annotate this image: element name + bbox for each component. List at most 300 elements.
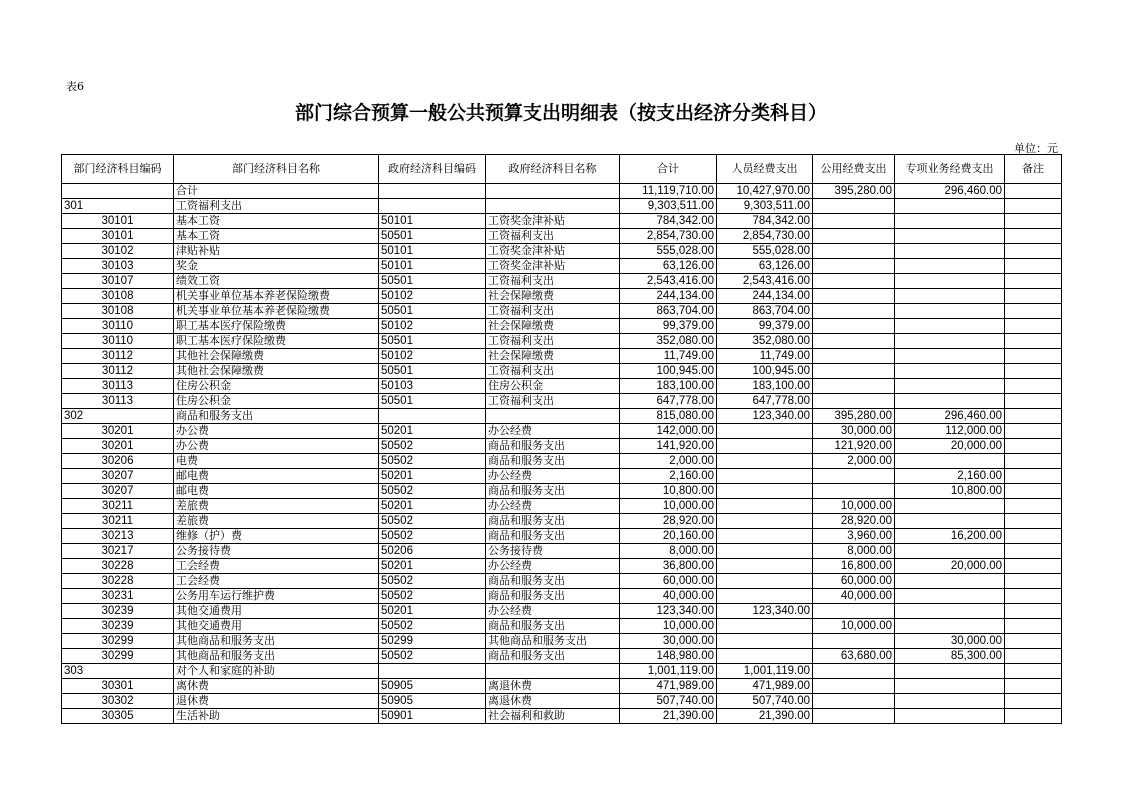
table-cell: 16,800.00 xyxy=(813,559,895,574)
table-cell xyxy=(895,229,1005,244)
table-cell xyxy=(895,574,1005,589)
table-cell: 商品和服务支出 xyxy=(486,439,620,454)
table-cell: 30239 xyxy=(62,604,174,619)
table-cell: 50102 xyxy=(379,289,486,304)
table-row xyxy=(62,469,1062,484)
table-cell: 办公费 xyxy=(174,424,379,439)
table-cell: 50101 xyxy=(379,214,486,229)
table-cell: 30301 xyxy=(62,679,174,694)
budget-table xyxy=(61,154,1062,724)
table-cell: 商品和服务支出 xyxy=(486,484,620,499)
table-cell xyxy=(813,484,895,499)
column-header: 政府经济科目名称 xyxy=(486,155,620,184)
table-cell: 50501 xyxy=(379,364,486,379)
table-cell: 28,920.00 xyxy=(620,514,717,529)
table-cell: 302 xyxy=(62,409,174,424)
table-cell: 公务接待费 xyxy=(486,544,620,559)
table-cell xyxy=(813,634,895,649)
table-cell: 507,740.00 xyxy=(620,694,717,709)
table-cell: 工资福利支出 xyxy=(486,334,620,349)
table-cell: 30110 xyxy=(62,319,174,334)
table-cell xyxy=(486,409,620,424)
table-cell: 183,100.00 xyxy=(620,379,717,394)
table-cell: 141,920.00 xyxy=(620,439,717,454)
table-cell: 50101 xyxy=(379,259,486,274)
table-cell: 50201 xyxy=(379,559,486,574)
table-cell xyxy=(1005,544,1062,559)
table-cell: 60,000.00 xyxy=(813,574,895,589)
table-row xyxy=(62,529,1062,544)
table-cell xyxy=(813,679,895,694)
table-cell: 工资奖金津补贴 xyxy=(486,244,620,259)
table-cell: 50102 xyxy=(379,319,486,334)
table-cell xyxy=(717,649,813,664)
table-cell xyxy=(895,514,1005,529)
table-cell xyxy=(1005,469,1062,484)
table-row xyxy=(62,349,1062,364)
table-cell xyxy=(895,274,1005,289)
table-cell: 基本工资 xyxy=(174,214,379,229)
table-cell: 30,000.00 xyxy=(620,634,717,649)
table-cell xyxy=(717,634,813,649)
table-cell: 63,680.00 xyxy=(813,649,895,664)
table-cell xyxy=(62,184,174,199)
table-cell: 142,000.00 xyxy=(620,424,717,439)
table-cell: 奖金 xyxy=(174,259,379,274)
table-cell: 148,980.00 xyxy=(620,649,717,664)
table-cell: 352,080.00 xyxy=(717,334,813,349)
table-cell xyxy=(813,214,895,229)
column-header: 备注 xyxy=(1005,155,1062,184)
table-cell: 商品和服务支出 xyxy=(174,409,379,424)
table-cell xyxy=(1005,604,1062,619)
table-cell xyxy=(813,274,895,289)
table-cell: 784,342.00 xyxy=(620,214,717,229)
table-row xyxy=(62,649,1062,664)
table-row xyxy=(62,619,1062,634)
table-cell: 244,134.00 xyxy=(717,289,813,304)
table-cell: 123,340.00 xyxy=(620,604,717,619)
table-cell: 办公经费 xyxy=(486,559,620,574)
page-title: 部门综合预算一般公共预算支出明细表（按支出经济分类科目） xyxy=(294,102,827,124)
table-cell: 3,960.00 xyxy=(813,529,895,544)
table-cell xyxy=(1005,319,1062,334)
table-cell: 123,340.00 xyxy=(717,604,813,619)
table-cell: 2,854,730.00 xyxy=(717,229,813,244)
table-cell: 1,001,119.00 xyxy=(620,664,717,679)
table-cell: 50501 xyxy=(379,334,486,349)
table-cell: 其他社会保障缴费 xyxy=(174,364,379,379)
table-cell: 工会经费 xyxy=(174,574,379,589)
table-cell: 基本工资 xyxy=(174,229,379,244)
table-cell xyxy=(895,304,1005,319)
table-cell: 183,100.00 xyxy=(717,379,813,394)
table-cell: 30102 xyxy=(62,244,174,259)
table-cell xyxy=(1005,634,1062,649)
table-cell: 11,749.00 xyxy=(717,349,813,364)
table-cell: 机关事业单位基本养老保险缴费 xyxy=(174,304,379,319)
table-cell: 63,126.00 xyxy=(717,259,813,274)
table-cell: 办公费 xyxy=(174,439,379,454)
table-cell xyxy=(717,424,813,439)
table-cell: 机关事业单位基本养老保险缴费 xyxy=(174,289,379,304)
table-cell: 50502 xyxy=(379,649,486,664)
table-cell: 555,028.00 xyxy=(717,244,813,259)
table-cell xyxy=(1005,499,1062,514)
table-row xyxy=(62,439,1062,454)
table-cell: 112,000.00 xyxy=(895,424,1005,439)
table-cell: 10,800.00 xyxy=(620,484,717,499)
table-cell xyxy=(1005,289,1062,304)
table-row xyxy=(62,634,1062,649)
table-row xyxy=(62,184,1062,199)
column-header: 公用经费支出 xyxy=(813,155,895,184)
table-row xyxy=(62,664,1062,679)
table-cell xyxy=(813,604,895,619)
table-cell xyxy=(895,379,1005,394)
table-cell xyxy=(379,409,486,424)
table-cell: 30101 xyxy=(62,214,174,229)
table-cell: 10,800.00 xyxy=(895,484,1005,499)
table-cell: 办公经费 xyxy=(486,499,620,514)
table-cell: 绩效工资 xyxy=(174,274,379,289)
table-cell: 工资福利支出 xyxy=(486,274,620,289)
table-cell: 50102 xyxy=(379,349,486,364)
table-cell: 471,989.00 xyxy=(620,679,717,694)
table-row xyxy=(62,229,1062,244)
table-cell xyxy=(895,259,1005,274)
table-cell: 商品和服务支出 xyxy=(486,454,620,469)
table-cell: 30113 xyxy=(62,394,174,409)
table-cell: 30107 xyxy=(62,274,174,289)
table-cell: 30103 xyxy=(62,259,174,274)
table-cell: 303 xyxy=(62,664,174,679)
table-cell: 50502 xyxy=(379,514,486,529)
table-cell: 离退休费 xyxy=(486,679,620,694)
table-cell: 647,778.00 xyxy=(717,394,813,409)
table-cell: 生活补助 xyxy=(174,709,379,724)
table-cell xyxy=(1005,379,1062,394)
table-cell: 办公经费 xyxy=(486,604,620,619)
table-cell: 555,028.00 xyxy=(620,244,717,259)
table-cell xyxy=(813,259,895,274)
table-row xyxy=(62,559,1062,574)
table-cell: 784,342.00 xyxy=(717,214,813,229)
table-cell xyxy=(1005,454,1062,469)
table-cell: 商品和服务支出 xyxy=(486,619,620,634)
table-cell: 50103 xyxy=(379,379,486,394)
table-cell: 2,160.00 xyxy=(620,469,717,484)
table-row xyxy=(62,544,1062,559)
table-cell: 85,300.00 xyxy=(895,649,1005,664)
table-cell xyxy=(717,484,813,499)
table-cell xyxy=(895,604,1005,619)
table-cell: 30299 xyxy=(62,649,174,664)
table-cell xyxy=(1005,424,1062,439)
table-cell xyxy=(813,394,895,409)
table-cell: 10,000.00 xyxy=(813,619,895,634)
table-cell: 社会福利和救助 xyxy=(486,709,620,724)
table-cell: 社会保障缴费 xyxy=(486,349,620,364)
table-cell xyxy=(1005,649,1062,664)
table-cell: 30113 xyxy=(62,379,174,394)
table-cell: 住房公积金 xyxy=(174,394,379,409)
table-cell xyxy=(1005,259,1062,274)
table-cell xyxy=(1005,304,1062,319)
table-cell: 商品和服务支出 xyxy=(486,574,620,589)
table-cell xyxy=(895,199,1005,214)
table-cell: 40,000.00 xyxy=(813,589,895,604)
table-cell: 住房公积金 xyxy=(486,379,620,394)
table-cell: 差旅费 xyxy=(174,514,379,529)
table-cell xyxy=(895,334,1005,349)
table-cell: 30239 xyxy=(62,619,174,634)
table-cell: 电费 xyxy=(174,454,379,469)
table-cell: 9,303,511.00 xyxy=(717,199,813,214)
table-cell: 63,126.00 xyxy=(620,259,717,274)
table-cell: 30101 xyxy=(62,229,174,244)
table-cell xyxy=(1005,244,1062,259)
table-cell: 商品和服务支出 xyxy=(486,529,620,544)
table-cell: 社会保障缴费 xyxy=(486,319,620,334)
table-row xyxy=(62,319,1062,334)
table-cell: 50905 xyxy=(379,679,486,694)
table-cell: 20,160.00 xyxy=(620,529,717,544)
table-cell: 公务接待费 xyxy=(174,544,379,559)
table-cell: 50501 xyxy=(379,229,486,244)
table-cell xyxy=(813,709,895,724)
table-row xyxy=(62,484,1062,499)
table-cell xyxy=(813,349,895,364)
table-cell xyxy=(895,289,1005,304)
table-cell xyxy=(717,589,813,604)
table-cell: 50901 xyxy=(379,709,486,724)
table-cell: 30211 xyxy=(62,514,174,529)
table-cell: 2,000.00 xyxy=(813,454,895,469)
table-cell: 公务用车运行维护费 xyxy=(174,589,379,604)
table-cell: 1,001,119.00 xyxy=(717,664,813,679)
table-cell: 30213 xyxy=(62,529,174,544)
table-cell: 30201 xyxy=(62,424,174,439)
table-cell: 647,778.00 xyxy=(620,394,717,409)
table-cell xyxy=(895,619,1005,634)
table-cell: 100,945.00 xyxy=(717,364,813,379)
table-row xyxy=(62,679,1062,694)
table-cell: 社会保障缴费 xyxy=(486,289,620,304)
table-cell: 30112 xyxy=(62,364,174,379)
column-header: 部门经济科目编码 xyxy=(62,155,174,184)
table-cell xyxy=(895,454,1005,469)
table-cell: 其他商品和服务支出 xyxy=(486,634,620,649)
table-cell xyxy=(1005,694,1062,709)
table-cell: 30201 xyxy=(62,439,174,454)
table-cell xyxy=(1005,409,1062,424)
table-cell: 50502 xyxy=(379,484,486,499)
table-cell: 9,303,511.00 xyxy=(620,199,717,214)
table-cell: 商品和服务支出 xyxy=(486,514,620,529)
table-cell: 21,390.00 xyxy=(717,709,813,724)
table-cell: 50502 xyxy=(379,619,486,634)
table-cell: 2,000.00 xyxy=(620,454,717,469)
table-cell xyxy=(717,574,813,589)
table-cell: 11,749.00 xyxy=(620,349,717,364)
table-cell: 工资奖金津补贴 xyxy=(486,259,620,274)
table-body xyxy=(62,184,1062,724)
table-cell xyxy=(379,664,486,679)
table-cell: 商品和服务支出 xyxy=(486,589,620,604)
table-cell: 50502 xyxy=(379,574,486,589)
table-cell xyxy=(1005,679,1062,694)
table-cell: 2,543,416.00 xyxy=(620,274,717,289)
table-cell: 30228 xyxy=(62,574,174,589)
table-row xyxy=(62,709,1062,724)
table-cell: 28,920.00 xyxy=(813,514,895,529)
table-cell xyxy=(895,679,1005,694)
table-cell: 50201 xyxy=(379,499,486,514)
table-cell xyxy=(1005,439,1062,454)
table-cell: 30110 xyxy=(62,334,174,349)
table-cell xyxy=(717,499,813,514)
table-cell xyxy=(1005,574,1062,589)
table-cell: 30108 xyxy=(62,304,174,319)
table-cell: 244,134.00 xyxy=(620,289,717,304)
table-cell: 121,920.00 xyxy=(813,439,895,454)
unit-label: 单位：元 xyxy=(1014,142,1058,155)
table-cell: 其他商品和服务支出 xyxy=(174,649,379,664)
table-cell: 50201 xyxy=(379,604,486,619)
table-cell: 离退休费 xyxy=(486,694,620,709)
table-row xyxy=(62,454,1062,469)
table-cell: 16,200.00 xyxy=(895,529,1005,544)
table-row xyxy=(62,424,1062,439)
table-cell: 100,945.00 xyxy=(620,364,717,379)
table-cell: 36,800.00 xyxy=(620,559,717,574)
table-cell: 30228 xyxy=(62,559,174,574)
table-cell: 20,000.00 xyxy=(895,439,1005,454)
column-header: 政府经济科目编码 xyxy=(379,155,486,184)
table-cell: 退休费 xyxy=(174,694,379,709)
table-cell: 其他交通费用 xyxy=(174,619,379,634)
table-cell: 10,000.00 xyxy=(620,619,717,634)
table-cell: 50502 xyxy=(379,454,486,469)
table-row xyxy=(62,604,1062,619)
table-cell: 99,379.00 xyxy=(620,319,717,334)
table-row xyxy=(62,289,1062,304)
table-cell xyxy=(1005,334,1062,349)
table-cell xyxy=(717,559,813,574)
table-cell xyxy=(813,304,895,319)
table-row xyxy=(62,334,1062,349)
table-cell: 30302 xyxy=(62,694,174,709)
table-cell xyxy=(895,214,1005,229)
table-cell xyxy=(813,244,895,259)
table-cell xyxy=(1005,349,1062,364)
table-cell xyxy=(1005,484,1062,499)
table-cell xyxy=(1005,274,1062,289)
table-cell: 99,379.00 xyxy=(717,319,813,334)
table-cell: 工会经费 xyxy=(174,559,379,574)
table-cell: 2,543,416.00 xyxy=(717,274,813,289)
table-cell xyxy=(717,619,813,634)
table-cell: 离休费 xyxy=(174,679,379,694)
table-cell xyxy=(717,544,813,559)
table-row xyxy=(62,259,1062,274)
table-cell xyxy=(1005,364,1062,379)
table-cell xyxy=(486,664,620,679)
column-header: 专项业务经费支出 xyxy=(895,155,1005,184)
table-cell xyxy=(1005,199,1062,214)
table-cell xyxy=(1005,709,1062,724)
table-cell: 30108 xyxy=(62,289,174,304)
table-cell xyxy=(895,349,1005,364)
table-cell: 其他社会保障缴费 xyxy=(174,349,379,364)
table-cell: 50502 xyxy=(379,589,486,604)
table-cell: 30305 xyxy=(62,709,174,724)
table-cell: 津贴补贴 xyxy=(174,244,379,259)
table-cell: 8,000.00 xyxy=(813,544,895,559)
table-cell: 863,704.00 xyxy=(717,304,813,319)
table-cell: 123,340.00 xyxy=(717,409,813,424)
table-cell xyxy=(895,694,1005,709)
table-cell: 11,119,710.00 xyxy=(620,184,717,199)
table-cell: 办公经费 xyxy=(486,469,620,484)
table-cell: 8,000.00 xyxy=(620,544,717,559)
table-cell xyxy=(1005,394,1062,409)
table-cell: 工资福利支出 xyxy=(486,304,620,319)
column-header: 合计 xyxy=(620,155,717,184)
table-cell: 30231 xyxy=(62,589,174,604)
table-cell xyxy=(813,199,895,214)
table-cell xyxy=(813,664,895,679)
table-cell: 工资福利支出 xyxy=(486,364,620,379)
table-cell: 邮电费 xyxy=(174,484,379,499)
table-cell: 60,000.00 xyxy=(620,574,717,589)
table-cell: 工资福利支出 xyxy=(486,394,620,409)
table-cell: 商品和服务支出 xyxy=(486,649,620,664)
table-cell: 50501 xyxy=(379,394,486,409)
table-cell: 其他交通费用 xyxy=(174,604,379,619)
table-cell: 对个人和家庭的补助 xyxy=(174,664,379,679)
table-cell: 差旅费 xyxy=(174,499,379,514)
table-cell: 30206 xyxy=(62,454,174,469)
table-cell: 30207 xyxy=(62,484,174,499)
table-cell: 50201 xyxy=(379,469,486,484)
table-cell xyxy=(1005,619,1062,634)
table-cell xyxy=(895,394,1005,409)
table-row xyxy=(62,499,1062,514)
table-cell: 50905 xyxy=(379,694,486,709)
column-header: 人员经费支出 xyxy=(717,155,813,184)
table-cell xyxy=(1005,229,1062,244)
table-cell: 21,390.00 xyxy=(620,709,717,724)
table-header xyxy=(62,155,1062,184)
table-cell xyxy=(717,439,813,454)
table-cell: 职工基本医疗保险缴费 xyxy=(174,334,379,349)
table-cell: 50299 xyxy=(379,634,486,649)
table-cell: 10,427,970.00 xyxy=(717,184,813,199)
table-cell: 50502 xyxy=(379,439,486,454)
table-row xyxy=(62,364,1062,379)
table-cell: 50206 xyxy=(379,544,486,559)
table-cell xyxy=(895,664,1005,679)
table-cell: 30,000.00 xyxy=(895,634,1005,649)
table-cell: 职工基本医疗保险缴费 xyxy=(174,319,379,334)
table-row xyxy=(62,514,1062,529)
table-cell: 863,704.00 xyxy=(620,304,717,319)
table-row xyxy=(62,304,1062,319)
table-cell xyxy=(813,334,895,349)
table-cell: 10,000.00 xyxy=(620,499,717,514)
